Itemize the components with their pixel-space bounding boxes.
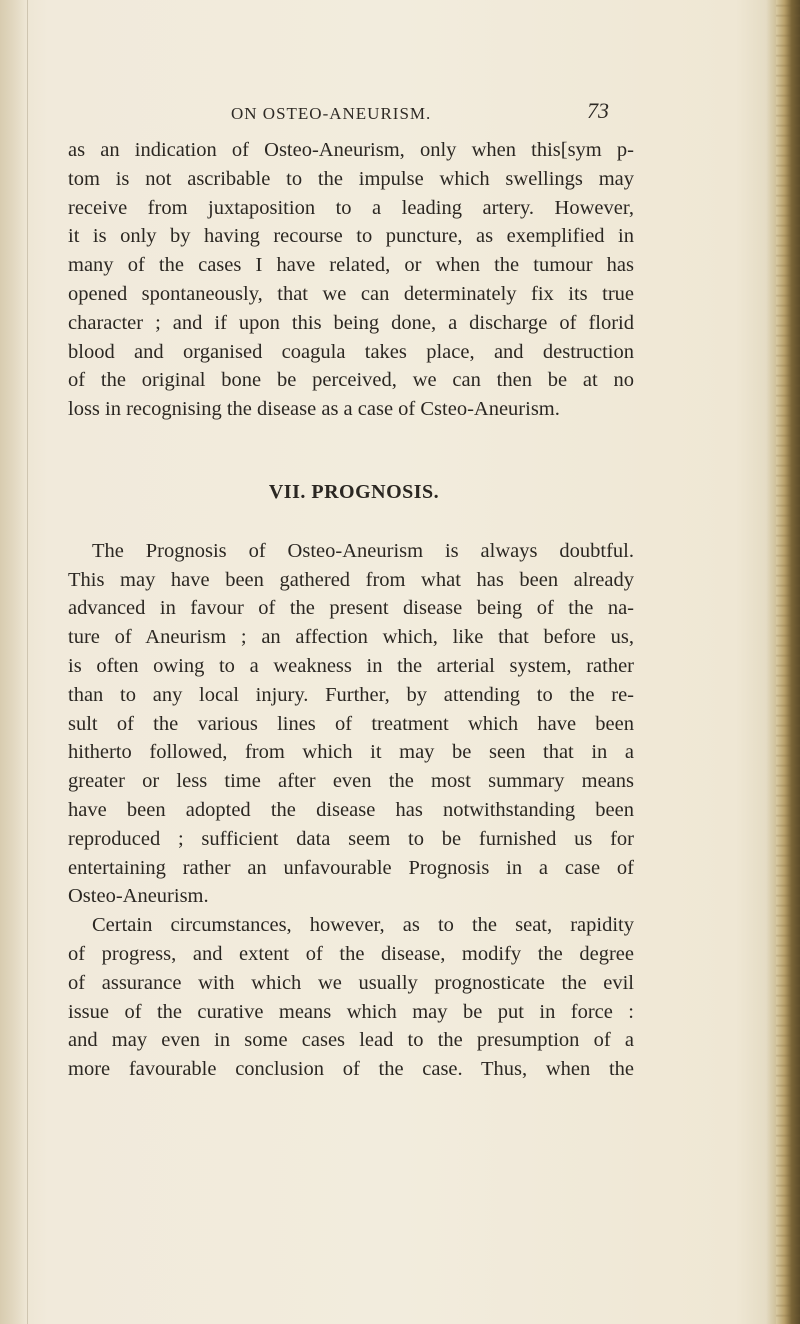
text-line: blood and organised coagula takes place, and destruction — [68, 340, 634, 363]
text-line: sult of the various lines of treatment which have been — [68, 712, 634, 735]
text-line: have been adopted the disease has notwithstanding been — [68, 798, 634, 821]
text-line: it is only by having recourse to puncture, as exemplified in — [68, 225, 634, 248]
text-line: as an indication of Osteo-Aneurism, only when this[sym p- — [68, 139, 634, 161]
text-line: This may have been gathered from what has been already — [68, 568, 634, 591]
paragraph-2 — [68, 537, 634, 911]
main-text — [68, 136, 634, 1084]
text-line: character ; and if upon this being done, a discharge of florid — [68, 311, 634, 334]
paragraph-1 — [68, 136, 634, 424]
text-line: loss in recognising the disease as a case of Csteo-Aneurism. — [68, 398, 560, 421]
text-line: hitherto followed, from which it may be seen that in a — [68, 741, 634, 764]
book-fore-edge — [776, 0, 800, 1324]
text-line: of assurance with which we usually prognosticate the evil — [68, 971, 634, 994]
text-line: ture of Aneurism ; an affection which, like that before us, — [68, 626, 634, 649]
text-line: is often owing to a weakness in the arterial system, rather — [68, 654, 634, 677]
text-line: and may even in some cases lead to the presumption of a — [68, 1029, 634, 1052]
text-line: reproduced ; sufficient data seem to be furnished us for — [68, 827, 634, 850]
text-line: receive from juxtaposition to a leading artery. However, — [68, 196, 634, 219]
text-line: entertaining rather an unfavourable Prognosis in a case of — [68, 856, 634, 879]
page-number: 73 — [587, 98, 609, 123]
text-line: many of the cases I have related, or when the tumour has — [68, 254, 634, 277]
section-heading: VII. PROGNOSIS. — [268, 480, 440, 503]
gutter-line — [27, 0, 28, 1324]
text-line: Certain circumstances, however, as to the seat, rapidity — [92, 914, 634, 937]
text-line: tom is not ascribable to the impulse which swellings may — [68, 167, 634, 190]
page-edge-shading — [766, 0, 776, 1324]
running-title: ON OSTEO-ANEURISM. — [231, 104, 432, 123]
text-line: Osteo-Aneurism. — [68, 885, 209, 908]
text-line: of progress, and extent of the disease, modify the degree — [68, 942, 634, 965]
text-line: advanced in favour of the present disease being of the na- — [68, 597, 634, 620]
running-head — [0, 98, 740, 128]
page-gutter-shadow — [0, 0, 26, 1324]
text-line: issue of the curative means which may be put in force : — [68, 1000, 634, 1023]
text-line: of the original bone be perceived, we can then be at no — [68, 369, 634, 392]
text-line: greater or less time after even the most summary means — [68, 770, 634, 793]
text-line: more favourable conclusion of the case. Thus, when the — [68, 1058, 634, 1081]
text-line: opened spontaneously, that we can determinately fix its true — [68, 282, 634, 305]
text-line: than to any local injury. Further, by attending to the re- — [68, 683, 634, 706]
paragraph-3 — [68, 911, 634, 1084]
text-line: The Prognosis of Osteo-Aneurism is always doubtful. — [92, 539, 634, 562]
